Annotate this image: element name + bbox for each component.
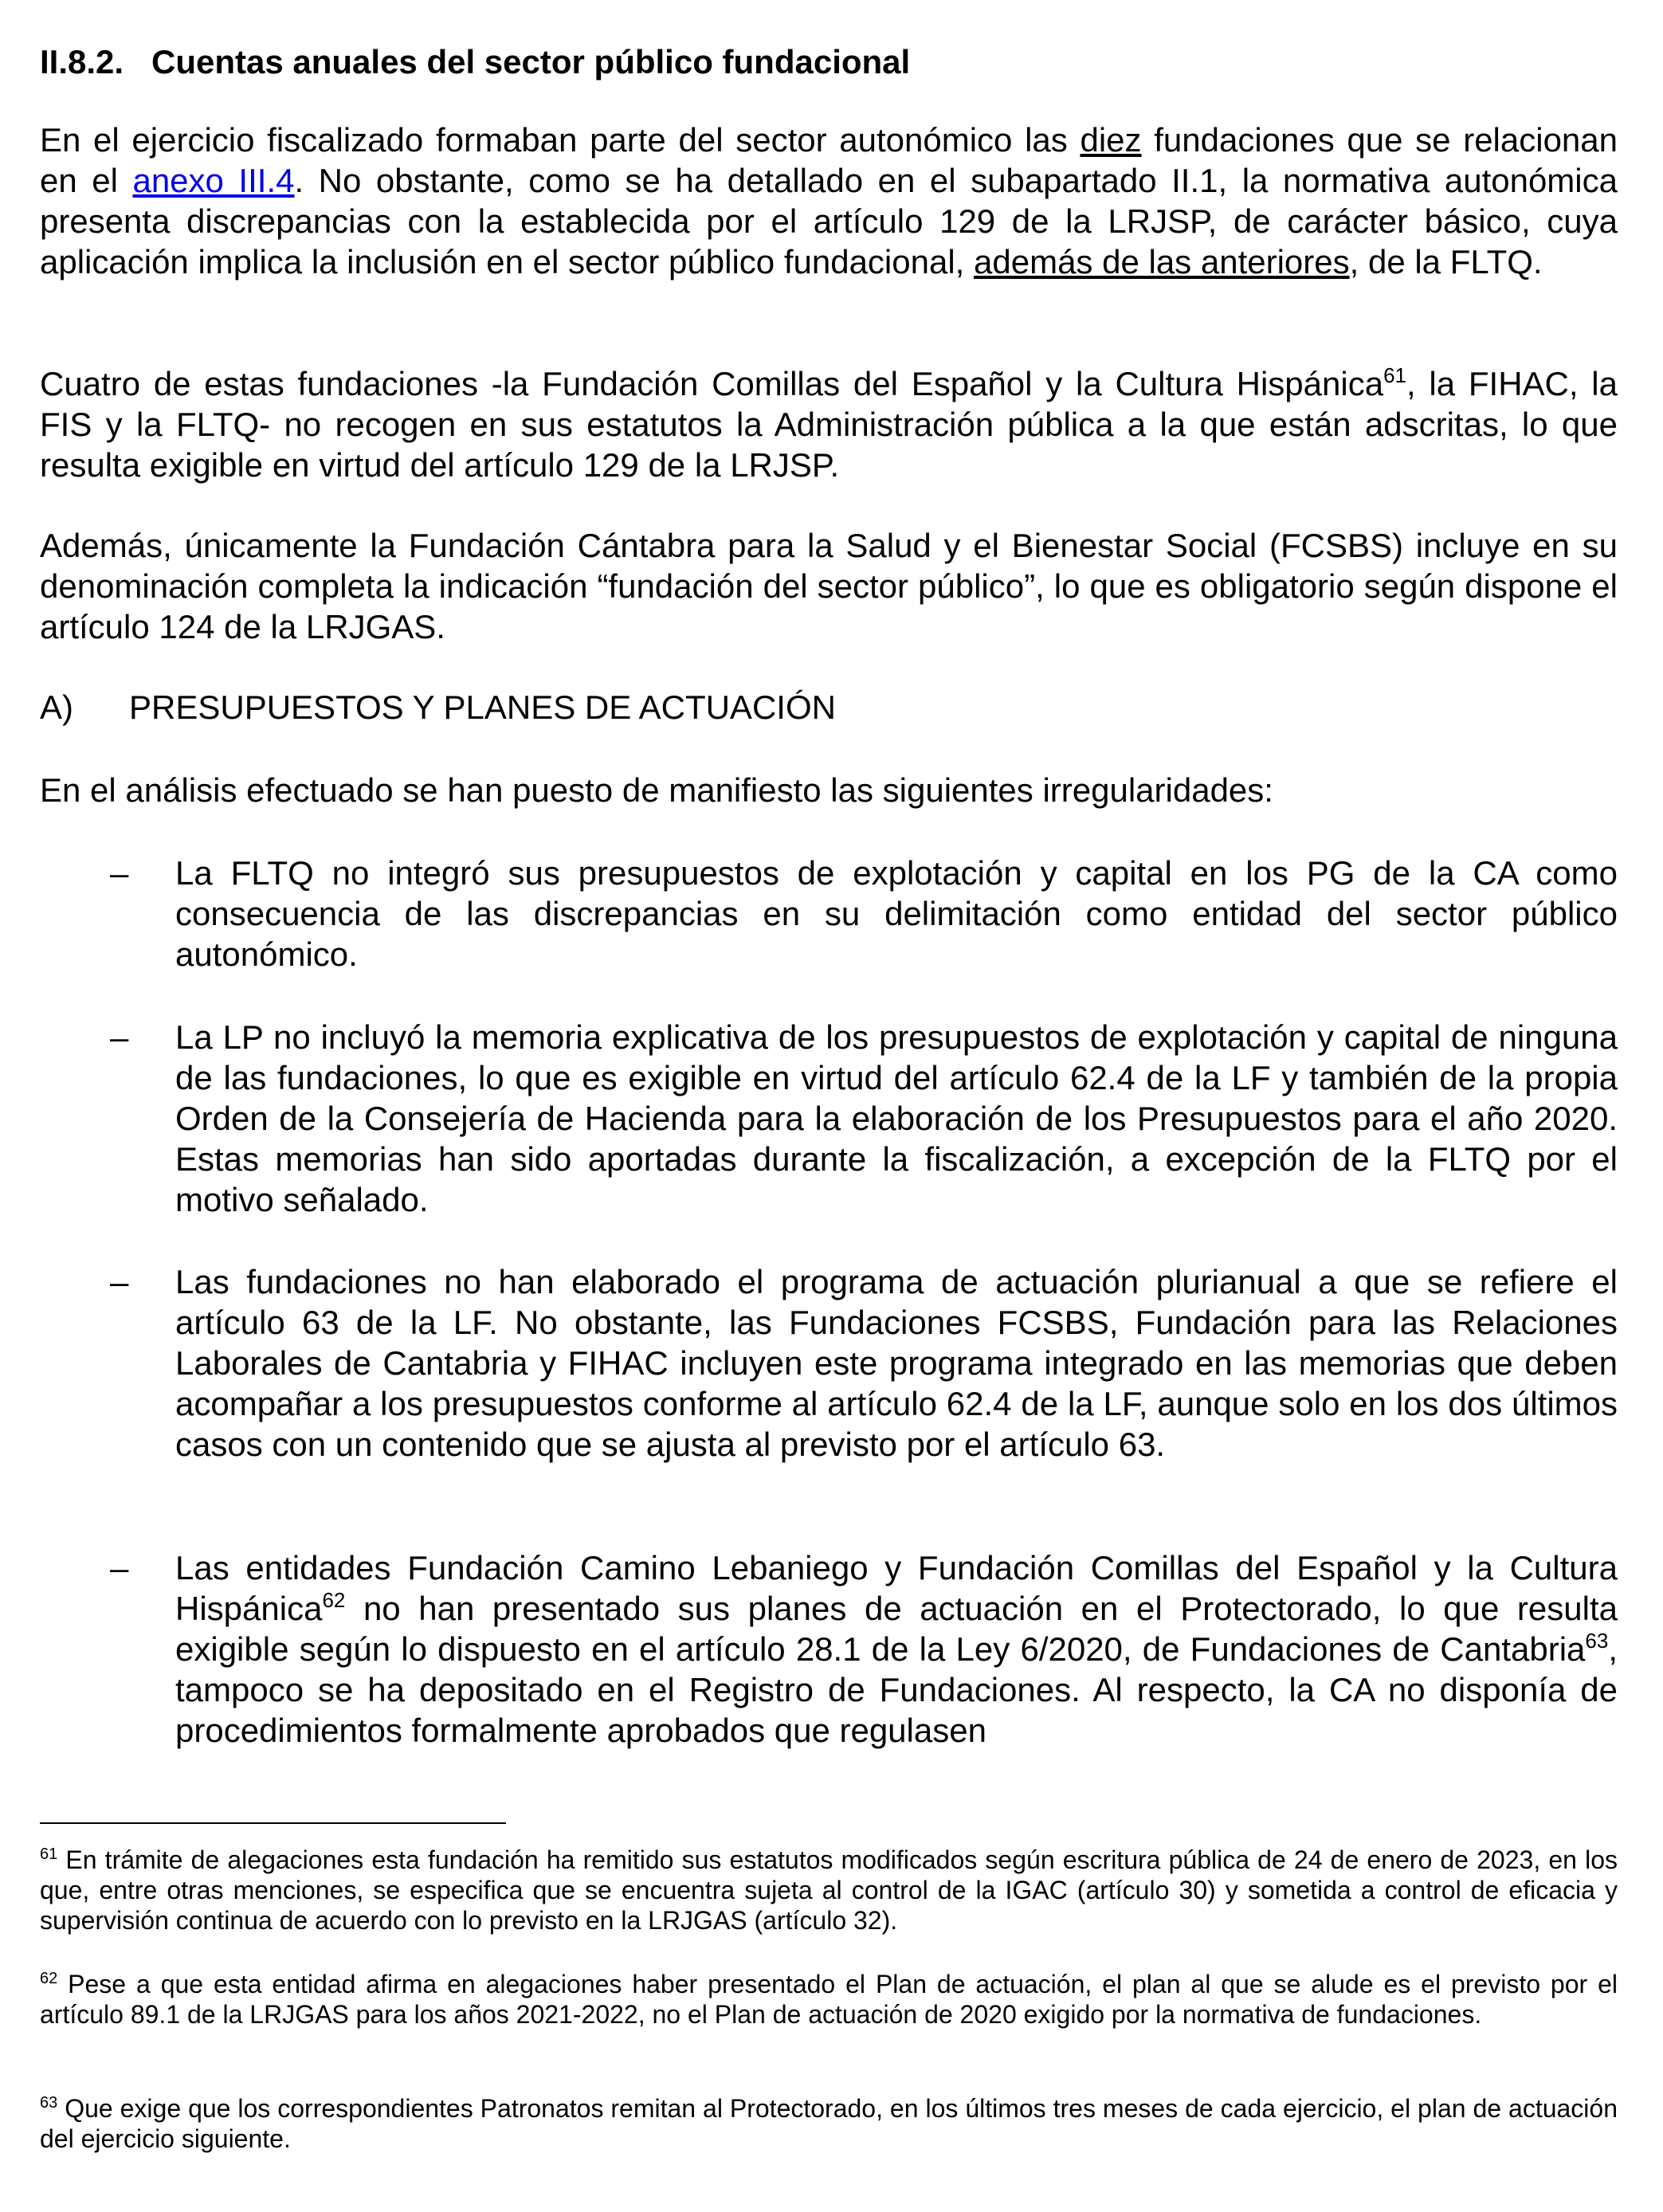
text: , la FIHAC, la FIS y la FLTQ- no recogen en sus estatutos la Administración pública a la que están adscritas, lo que resulta exigible en virtud del artículo 129 de la LRJSP.: [40, 365, 1618, 484]
footnote-63: [40, 2093, 1618, 2154]
section-heading: [40, 41, 910, 83]
text: Las entidades Fundación Camino Lebaniego y Fundación Comillas del Español y la Cultura Hispánica: [175, 1549, 1618, 1627]
underlined-text: diez: [1080, 121, 1142, 159]
text: , tampoco se ha depositado en el Registro de Fundaciones. Al respecto, la CA no disponía de procedimientos formalmente aprobados que regulasen: [175, 1630, 1618, 1749]
paragraph-2: [40, 363, 1618, 485]
dash-bullet-icon: –: [110, 1549, 129, 1586]
paragraph-3: Además, únicamente la Fundación Cántabra para la Salud y el Bienestar Social (FCSBS) incluye en su denominación completa la indicación “fundación del sector público”, lo que es obligatorio según dispone el artículo 124 de la LRJGAS.: [40, 527, 1618, 645]
subsection-title: PRESUPUESTOS Y PLANES DE ACTUACIÓN: [129, 688, 836, 726]
footnote-62: [40, 1969, 1618, 2030]
text: En el ejercicio fiscalizado formaban parte del sector autonómico las: [40, 121, 1081, 159]
text: no han presentado sus planes de actuación en el Protectorado, lo que resulta exigible según lo dispuesto en el artículo 28.1 de la Ley 6/2020, de Fundaciones de Cantabria: [175, 1590, 1618, 1668]
footnote-ref-63[interactable]: 63: [1585, 1629, 1609, 1653]
footnote-text: Que exige que los correspondientes Patronatos remitan al Protectorado, en los últimos tres meses de cada ejercicio, el plan de actuación del ejercicio siguiente.: [40, 2094, 1618, 2153]
footnote-ref-62[interactable]: 62: [322, 1588, 346, 1612]
footnote-number: 61: [40, 1845, 58, 1863]
footnote-ref-61[interactable]: 61: [1383, 363, 1406, 387]
dash-bullet-icon: –: [110, 1263, 129, 1300]
footnote-text: En trámite de alegaciones esta fundación ha remitido sus estatutos modificados según escritura pública de 24 de enero de 2023, en los que, entre otras menciones, se especifica que se encuentra sujeta al control de la IGAC (artículo 30) y sometida a control de eficacia y supervisión continua de acuerdo con lo previsto en la LRJGAS (artículo 32).: [40, 1845, 1618, 1935]
list-item-text: [175, 1547, 1618, 1751]
section-title: Cuentas anuales del sector público fundacional: [151, 43, 911, 80]
footnote-number: 62: [40, 1970, 58, 1987]
list-item-text: La LP no incluyó la memoria explicativa de los presupuestos de explotación y capital de ninguna de las fundaciones, lo que es exigible en virtud del artículo 62.4 de la LF y también de la propia Orden de la Consejería de Hacienda para la elaboración de los Presupuestos para el año 2020. Estas memorias han sido aportadas durante la fiscalización, a excepción de la FLTQ por el motivo señalado.: [175, 1018, 1618, 1218]
text: fundaciones que se relacionan en el: [40, 121, 1618, 199]
footnote-divider: [40, 1822, 506, 1824]
paragraph-1: [40, 120, 1618, 282]
text: . No obstante, como se ha detallado en el subapartado II.1, la normativa autonómica presenta discrepancias con la establecida por el artículo 129 de la LRJSP, de carácter básico, cuya aplicación implica la inclusión en el sector público fundacional,: [40, 162, 1618, 280]
subsection-heading: [40, 687, 836, 728]
subsection-letter: A): [40, 688, 73, 726]
list-item-text: Las fundaciones no han elaborado el programa de actuación plurianual a que se refiere el artículo 63 de la LF. No obstante, las Fundaciones FCSBS, Fundación para las Relaciones Laborales de Cantabria y FIHAC incluyen este programa integrado en las memorias que deben acompañar a los presupuestos conforme al artículo 62.4 de la LF, aunque solo en los dos últimos casos con un contenido que se ajusta al previsto por el artículo 63.: [175, 1263, 1618, 1463]
text: , de la FLTQ.: [1349, 243, 1543, 280]
annex-link[interactable]: anexo III.4: [132, 162, 295, 199]
dash-bullet-icon: –: [110, 854, 129, 892]
dash-bullet-icon: –: [110, 1018, 129, 1056]
footnote-text: Pese a que esta entidad afirma en alegaciones haber presentado el Plan de actuación, el plan al que se alude es el previsto por el artículo 89.1 de la LRJGAS para los años 2021-2022, no el Plan de actuación de 2020 exigido por la normativa de fundaciones.: [40, 1970, 1618, 2029]
footnote-number: 63: [40, 2094, 58, 2112]
text: Cuatro de estas fundaciones -la Fundación Comillas del Español y la Cultura Hispánica: [40, 365, 1384, 402]
section-number: II.8.2.: [40, 43, 124, 80]
underlined-text: además de las anteriores: [974, 243, 1350, 280]
list-item-text: La FLTQ no integró sus presupuestos de explotación y capital en los PG de la CA como consecuencia de las discrepancias en su delimitación como entidad del sector público autonómico.: [175, 854, 1618, 973]
intro-paragraph: En el análisis efectuado se han puesto de manifiesto las siguientes irregularidades:: [40, 771, 1273, 809]
footnote-61: [40, 1845, 1618, 1936]
